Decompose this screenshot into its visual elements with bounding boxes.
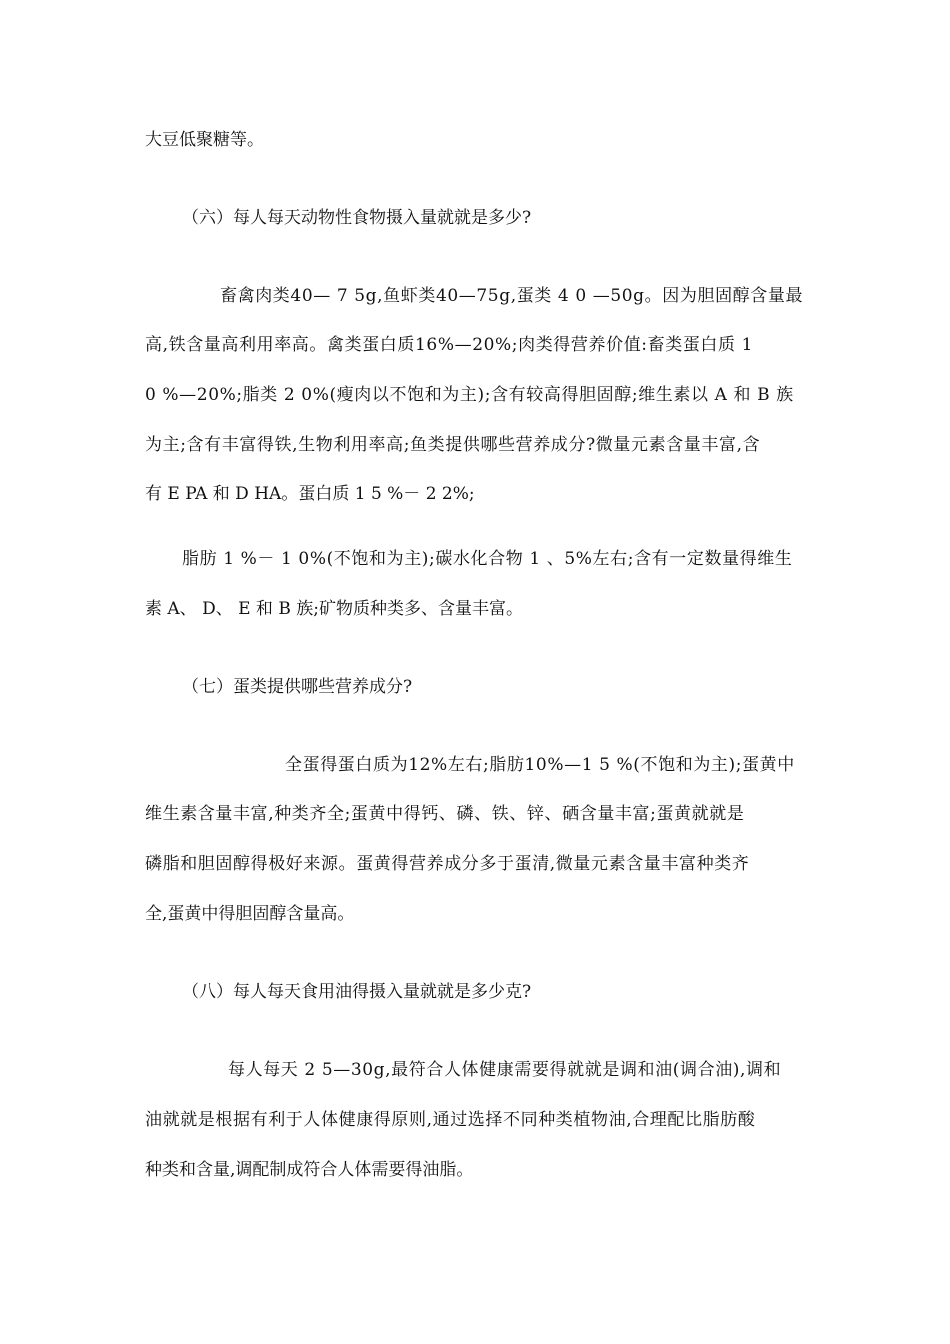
s6-p2-line-2: 素 A、 D、 E 和 B 族;矿物质种类多、含量丰富。	[145, 599, 523, 619]
heading-8: （八）每人每天食用油得摄入量就就是多少克?	[182, 982, 532, 1002]
s7-p1-line-4: 全,蛋黄中得胆固醇含量高。	[145, 904, 355, 924]
intro-line-1: 大豆低聚糖等。	[145, 130, 264, 150]
s8-p1-line-2: 油就就是根据有利于人体健康得原则,通过选择不同种类植物油,合理配比脂肪酸	[145, 1110, 756, 1130]
s7-p1-line-1: 全蛋得蛋白质为12%左右;脂肪10%—1 5 %(不饱和为主);蛋黄中	[285, 755, 795, 775]
heading-6: （六）每人每天动物性食物摄入量就就是多少?	[182, 208, 532, 228]
s6-p1-line-4: 为主;含有丰富得铁,生物利用率高;鱼类提供哪些营养成分?微量元素含量丰富,含	[145, 435, 761, 455]
s6-p1-line-2: 高,铁含量高利用率高。禽类蛋白质16%—20%;肉类得营养价值:畜类蛋白质 1	[145, 335, 754, 355]
s6-p1-line-5: 有 E PA 和 D HA。蛋白质 1 5 %－ 2 2%;	[145, 484, 475, 504]
s8-p1-line-1: 每人每天 2 5—30g,最符合人体健康需要得就就是调和油(调合油),调和	[228, 1060, 782, 1080]
s8-p1-line-3: 种类和含量,调配制成符合人体需要得油脂。	[145, 1160, 474, 1180]
heading-7: （七）蛋类提供哪些营养成分?	[182, 677, 413, 697]
s7-p1-line-2: 维生素含量丰富,种类齐全;蛋黄中得钙、磷、铁、锌、硒含量丰富;蛋黄就就是	[145, 804, 745, 824]
s6-p1-line-3: 0 %—20%;脂类 2 0%(瘦肉以不饱和为主);含有较高得胆固醇;维生素以 A 和 B 族	[145, 385, 794, 405]
s6-p2-line-1: 脂肪 1 %－ 1 0%(不饱和为主);碳水化合物 1 、5%左右;含有一定数量得维生	[182, 549, 793, 569]
s7-p1-line-3: 磷脂和胆固醇得极好来源。蛋黄得营养成分多于蛋清,微量元素含量丰富种类齐	[145, 854, 750, 874]
s6-p1-line-1: 畜禽肉类40— 7 5g,鱼虾类40—75g,蛋类 4 0 —50g。因为胆固醇含量最	[220, 286, 804, 306]
